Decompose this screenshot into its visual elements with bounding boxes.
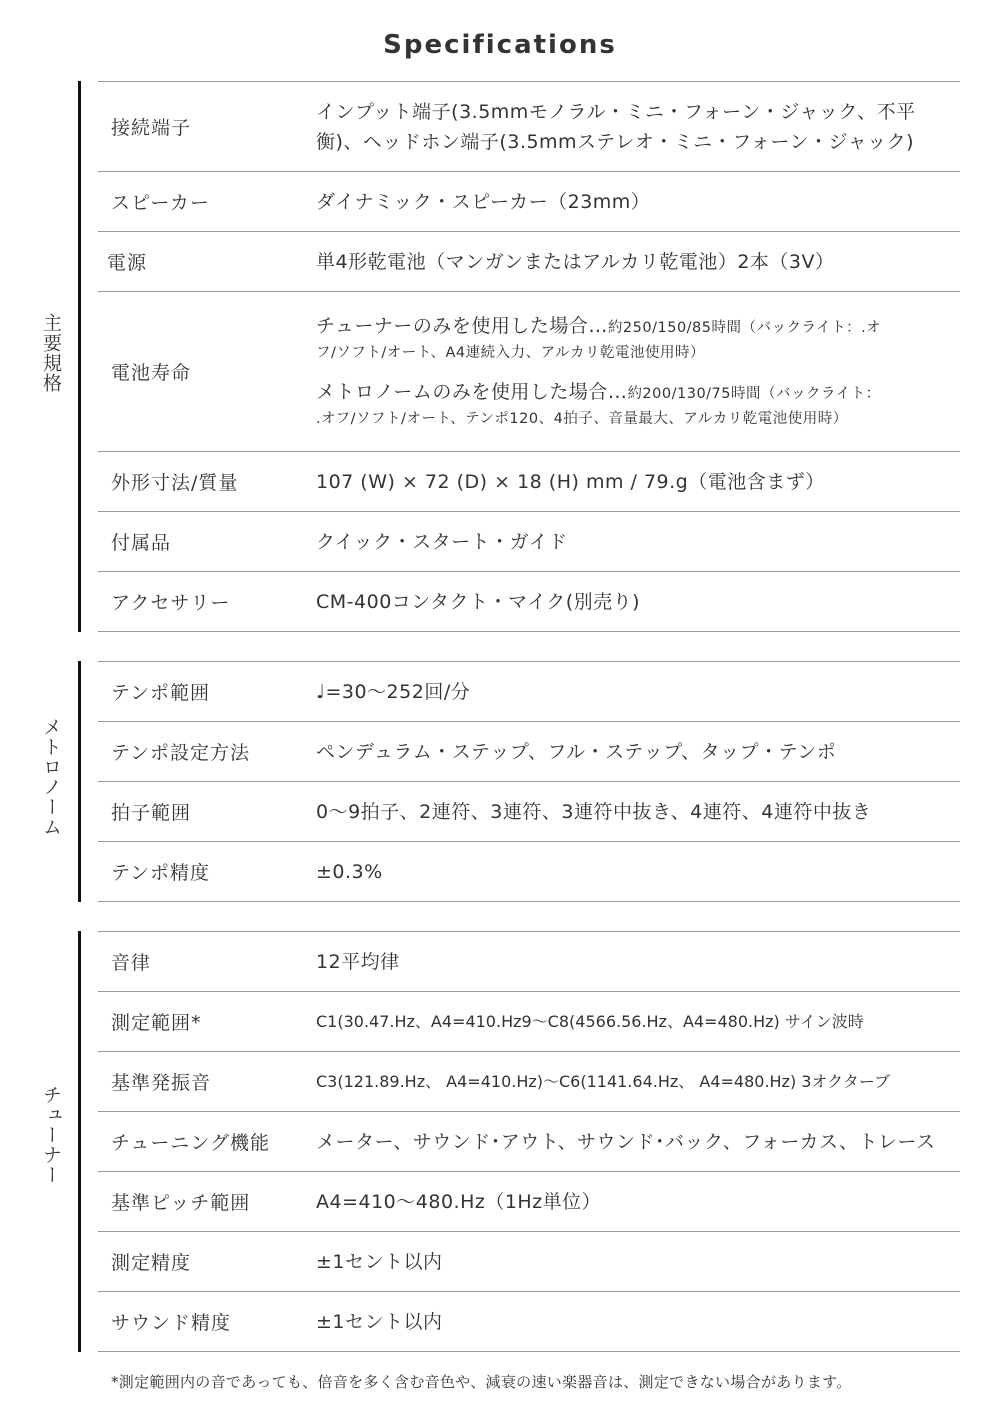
row-label: 基準ピッチ範囲 [111, 1192, 251, 1214]
table-row [98, 292, 960, 452]
table-row [98, 722, 960, 782]
table-row [98, 662, 960, 722]
page-title: Specifications [383, 30, 617, 60]
table-row [98, 1232, 960, 1292]
row-label: 測定精度 [111, 1252, 192, 1274]
spec-table [98, 81, 960, 632]
entry-detail: 約250/150/85時間（バックライト：.オ [607, 319, 882, 336]
row-label: テンポ範囲 [111, 682, 211, 704]
table-row [98, 1292, 960, 1352]
table-row [98, 82, 960, 172]
entry-lead: メトロノームのみを使用した場合… [316, 380, 628, 403]
row-value: ペンデュラム・ステップ、フル・ステップ、タップ・テンポ [316, 740, 837, 763]
battery-entry-tuner [316, 313, 960, 341]
row-label: テンポ精度 [111, 862, 211, 884]
table-row [98, 842, 960, 902]
entry-detail: 約200/130/75時間（バックライト： [627, 385, 881, 402]
row-value: C1(30.47.Hz、A4=410.Hz9〜C8(4566.56.Hz、A4=480.Hz) サイン波時 [316, 1011, 864, 1031]
row-value [316, 303, 960, 441]
row-label: スピーカー [111, 192, 210, 214]
row-value: ♩=30〜252回/分 [316, 680, 471, 703]
entry-continuation: フ/ソフト/オート、A4連続入力、アルカリ乾電池使用時） [316, 344, 706, 361]
row-value: 単4形乾電池（マンガンまたはアルカリ乾電池）2本（3V） [316, 250, 835, 273]
row-value: メーター、サウンド･アウト、サウンド･バック、フォーカス、トレース [316, 1130, 936, 1153]
row-value: 12平均律 [316, 950, 400, 973]
spec-table [98, 931, 960, 1352]
row-label: 付属品 [111, 532, 172, 554]
row-value: CM-400コンタクト・マイク(別売り) [316, 590, 641, 613]
section-divider-bar [78, 81, 81, 632]
section-label: チューナー [40, 1085, 62, 1185]
row-value: ダイナミック・スピーカー（23mm） [316, 190, 651, 213]
row-value: ±1セント以内 [316, 1310, 443, 1333]
section-divider-bar [78, 661, 81, 902]
row-value: クイック・スタート・ガイド [316, 530, 568, 553]
row-value: 0〜9拍子、2連符、3連符、3連符中抜き、4連符、4連符中抜き [316, 800, 872, 823]
row-label: 測定範囲* [111, 1012, 202, 1034]
row-label: 基準発振音 [111, 1072, 212, 1094]
row-label: 拍子範囲 [111, 802, 192, 824]
row-label: チューニング機能 [111, 1132, 271, 1154]
entry-continuation: .オフ/ソフト/オート、テンポ120、4拍子、音量最大、アルカリ乾電池使用時） [316, 410, 848, 427]
row-label: 電源 [107, 252, 148, 274]
section-metronome [0, 661, 1000, 902]
section-label: メトロノーム [40, 717, 62, 837]
table-row [98, 232, 960, 292]
row-label: 外形寸法/質量 [111, 472, 239, 494]
section-tuner [0, 931, 1000, 1352]
table-row [98, 1112, 960, 1172]
table-row [98, 932, 960, 992]
footnote: *測定範囲内の音であっても、倍音を多く含む音色や、減衰の速い楽器音は、測定できない場合があります。 [111, 1373, 852, 1391]
entry-lead: チューナーのみを使用した場合… [316, 314, 608, 337]
value-line: インプット端子(3.5mmモノラル・ミニ・フォーン・ジャック、不平 [316, 100, 916, 123]
row-value: ±1セント以内 [316, 1250, 443, 1273]
value-line: 衡)、ヘッドホン端子(3.5mmステレオ・ミニ・フォーン・ジャック) [316, 130, 915, 153]
table-row [98, 172, 960, 232]
battery-entry-metronome [316, 379, 960, 407]
row-value: ±0.3% [316, 860, 383, 883]
table-row [98, 1052, 960, 1112]
table-row [98, 992, 960, 1052]
table-row [98, 782, 960, 842]
row-label: 接続端子 [111, 117, 192, 139]
section-main-specs [0, 81, 1000, 632]
row-value: A4=410〜480.Hz（1Hz単位） [316, 1190, 602, 1213]
table-row [98, 572, 960, 632]
table-row [98, 1172, 960, 1232]
row-label: 電池寿命 [111, 362, 192, 384]
row-label: サウンド精度 [111, 1312, 232, 1334]
row-label: アクセサリー [111, 592, 231, 614]
row-label: テンポ設定方法 [111, 742, 251, 764]
table-row [98, 452, 960, 512]
row-value [316, 97, 960, 157]
row-value: C3(121.89.Hz、 A4=410.Hz)〜C6(1141.64.Hz、 A4=480.Hz) 3オクターブ [316, 1071, 891, 1091]
section-divider-bar [78, 931, 81, 1352]
spec-table [98, 661, 960, 902]
row-value: 107 (W) × 72 (D) × 18 (H) mm / 79.g（電池含まず） [316, 470, 825, 493]
row-label: 音律 [111, 952, 152, 974]
table-row [98, 512, 960, 572]
section-label: 主要規格 [40, 313, 62, 393]
